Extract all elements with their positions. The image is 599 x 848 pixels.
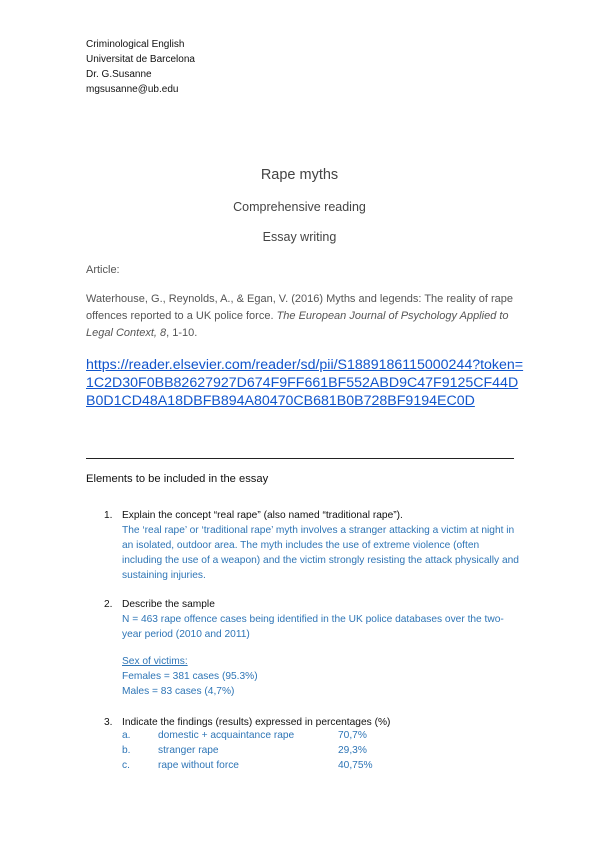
subtitle-writing: Essay writing (262, 230, 337, 244)
section-divider (86, 458, 514, 459)
finding-label: domestic + acquaintance rape (158, 730, 295, 741)
finding-value: 40,75% (338, 760, 373, 771)
item-question: Indicate the findings (results) expressed in percentages (%) (122, 717, 391, 728)
finding-letter: a. (122, 730, 131, 741)
citation-journal: The European Journal of Psychology Applied to Legal Context, (86, 310, 509, 339)
item-answer: The ‘real rape’ or ‘traditional rape’ myth involves a stranger attacking a victim at night in an isolated, outdoor area. The myth includes the use of extreme violence (often including the use of a weapon) and the victim strongly resisting the attack physically and sustaining injuries. (122, 525, 519, 581)
header-block (86, 37, 195, 97)
finding-value: 70,7% (338, 730, 367, 741)
finding-label: stranger rape (158, 745, 219, 756)
item-number: 3. (104, 717, 113, 728)
item-number: 2. (104, 599, 113, 610)
item-number: 1. (104, 510, 113, 521)
finding-letter: c. (122, 760, 130, 771)
citation-authors-title: Waterhouse, G., Reynolds, A., & Egan, V. (2016) Myths and legends: The reality of rape offences reported to a UK police force. (86, 293, 513, 322)
header-course: Criminological English (86, 39, 185, 50)
citation-volume: 8 (160, 327, 167, 339)
item-question: Explain the concept “real rape” (also named “traditional rape”). (122, 510, 403, 521)
subtitle-reading: Comprehensive reading (233, 200, 366, 214)
header-university: Universitat de Barcelona (86, 54, 195, 65)
article-link[interactable]: https://reader.elsevier.com/reader/sd/pii/S1889186115000244?token=1C2D30F0BB82627927D674F9FF661BF552ABD9C47F9125CF44DB0D1CD48A18DBFB894A80470CB681B0B728BF9194EC0D (86, 357, 524, 409)
finding-label: rape without force (158, 760, 239, 771)
header-instructor: Dr. G.Susanne (86, 69, 152, 80)
finding-letter: b. (122, 745, 131, 756)
finding-row (122, 730, 422, 745)
item-answer: N = 463 rape offence cases being identified in the UK police databases over the two-year period (2010 and 2011) (122, 614, 504, 640)
article-label: Article: (86, 264, 120, 276)
article-citation (86, 291, 516, 342)
header-email: mgsusanne@ub.edu (86, 84, 179, 95)
males-count: Males = 83 cases (4,7%) (122, 686, 235, 697)
main-title: Rape myths (260, 167, 339, 183)
item-question: Describe the sample (122, 599, 215, 610)
finding-row (122, 745, 422, 760)
finding-value: 29,3% (338, 745, 367, 756)
sex-of-victims-heading: Sex of victims: (122, 656, 188, 667)
females-count: Females = 381 cases (95.3%) (122, 671, 258, 682)
finding-row (122, 760, 422, 775)
section-heading: Elements to be included in the essay (86, 473, 269, 485)
citation-pages: , 1-10. (166, 327, 198, 339)
